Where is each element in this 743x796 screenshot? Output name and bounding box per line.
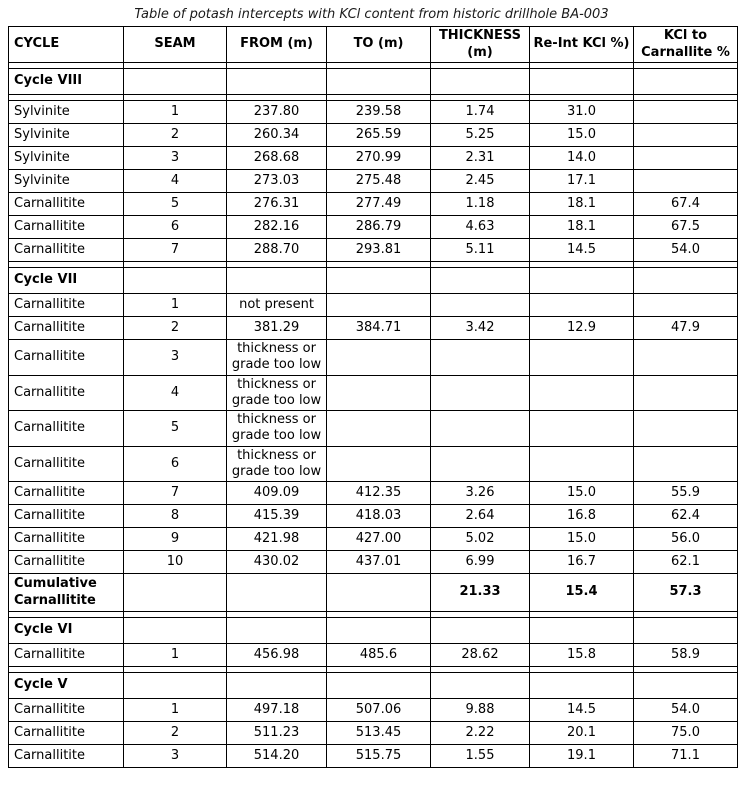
value-cell: 412.35	[327, 482, 431, 505]
value-cell: 8	[124, 505, 227, 528]
lithology-cell: Carnallitite	[9, 216, 124, 239]
value-cell	[634, 101, 738, 124]
empty-cell	[227, 673, 327, 699]
value-cell: thickness or grade too low	[227, 411, 327, 447]
value-cell: 513.45	[327, 722, 431, 745]
table-row	[9, 411, 738, 447]
value-cell	[327, 340, 431, 376]
col-header-thickness: THICKNESS (m)	[431, 27, 530, 63]
value-cell	[634, 340, 738, 376]
value-cell: 265.59	[327, 124, 431, 147]
cycle-section-label: Cycle V	[9, 673, 124, 699]
table-row	[9, 482, 738, 505]
value-cell: 2.31	[431, 147, 530, 170]
empty-cell	[227, 69, 327, 95]
value-cell: 14.5	[530, 239, 634, 262]
value-cell: 58.9	[634, 644, 738, 667]
value-cell: 1.74	[431, 101, 530, 124]
empty-cell	[227, 268, 327, 294]
value-cell: 286.79	[327, 216, 431, 239]
lithology-cell: Carnallitite	[9, 446, 124, 482]
value-cell: 6	[124, 446, 227, 482]
potash-intercepts-table	[8, 26, 738, 768]
empty-cell	[431, 618, 530, 644]
col-header-to: TO (m)	[327, 27, 431, 63]
value-cell: 427.00	[327, 528, 431, 551]
lithology-cell: Carnallitite	[9, 193, 124, 216]
col-header-kcl-carnallite: KCl to Carnallite %	[634, 27, 738, 63]
lithology-cell: Carnallitite	[9, 317, 124, 340]
value-cell: 10	[124, 551, 227, 574]
value-cell: 4.63	[431, 216, 530, 239]
value-cell: 511.23	[227, 722, 327, 745]
section-row	[9, 69, 738, 95]
value-cell: 7	[124, 239, 227, 262]
lithology-cell: Carnallitite	[9, 528, 124, 551]
value-cell: 1	[124, 294, 227, 317]
value-cell: 282.16	[227, 216, 327, 239]
table-header	[9, 27, 738, 63]
value-cell: 5.02	[431, 528, 530, 551]
lithology-cell: Carnallitite	[9, 239, 124, 262]
lithology-cell: Cumulative Carnallitite	[9, 574, 124, 612]
empty-cell	[530, 69, 634, 95]
table-row	[9, 124, 738, 147]
value-cell	[327, 375, 431, 411]
value-cell: 15.0	[530, 528, 634, 551]
value-cell: 268.68	[227, 147, 327, 170]
empty-cell	[124, 618, 227, 644]
value-cell: 9	[124, 528, 227, 551]
total-row	[9, 574, 738, 612]
empty-cell	[124, 69, 227, 95]
value-cell: 293.81	[327, 239, 431, 262]
empty-cell	[431, 673, 530, 699]
col-header-cycle: CYCLE	[9, 27, 124, 63]
page-title: Table of potash intercepts with KCl content from historic drillhole BA-003	[134, 7, 609, 22]
header-row	[9, 27, 738, 63]
lithology-cell: Carnallitite	[9, 482, 124, 505]
value-cell: 15.4	[530, 574, 634, 612]
value-cell	[327, 411, 431, 447]
empty-cell	[634, 268, 738, 294]
col-header-reint-kcl: Re-Int KCl %)	[530, 27, 634, 63]
value-cell: 1.55	[431, 745, 530, 768]
table-row	[9, 193, 738, 216]
value-cell: thickness or grade too low	[227, 375, 327, 411]
value-cell: not present	[227, 294, 327, 317]
table-row	[9, 528, 738, 551]
value-cell: 273.03	[227, 170, 327, 193]
value-cell	[634, 170, 738, 193]
table-row	[9, 317, 738, 340]
value-cell: 31.0	[530, 101, 634, 124]
value-cell: 57.3	[634, 574, 738, 612]
value-cell: 2.45	[431, 170, 530, 193]
value-cell: 16.7	[530, 551, 634, 574]
section-row	[9, 268, 738, 294]
value-cell: 7	[124, 482, 227, 505]
value-cell: thickness or grade too low	[227, 446, 327, 482]
value-cell: 2	[124, 722, 227, 745]
value-cell: 497.18	[227, 699, 327, 722]
empty-cell	[634, 673, 738, 699]
table-row	[9, 294, 738, 317]
value-cell: 6	[124, 216, 227, 239]
value-cell	[431, 411, 530, 447]
value-cell: 1	[124, 101, 227, 124]
empty-cell	[124, 673, 227, 699]
table-row	[9, 375, 738, 411]
empty-cell	[227, 618, 327, 644]
value-cell	[530, 446, 634, 482]
value-cell	[431, 375, 530, 411]
value-cell: 1	[124, 699, 227, 722]
value-cell: 12.9	[530, 317, 634, 340]
value-cell: 2.64	[431, 505, 530, 528]
value-cell	[431, 294, 530, 317]
value-cell: 67.4	[634, 193, 738, 216]
value-cell	[124, 574, 227, 612]
value-cell: 2	[124, 124, 227, 147]
value-cell	[634, 446, 738, 482]
value-cell: 54.0	[634, 239, 738, 262]
lithology-cell: Sylvinite	[9, 101, 124, 124]
value-cell	[327, 574, 431, 612]
value-cell: 19.1	[530, 745, 634, 768]
empty-cell	[431, 268, 530, 294]
value-cell: 237.80	[227, 101, 327, 124]
value-cell: 514.20	[227, 745, 327, 768]
value-cell	[227, 574, 327, 612]
table-row	[9, 446, 738, 482]
value-cell: 456.98	[227, 644, 327, 667]
value-cell: 276.31	[227, 193, 327, 216]
lithology-cell: Sylvinite	[9, 147, 124, 170]
value-cell: 56.0	[634, 528, 738, 551]
table-row	[9, 505, 738, 528]
value-cell	[530, 375, 634, 411]
empty-cell	[634, 618, 738, 644]
value-cell: 421.98	[227, 528, 327, 551]
value-cell	[327, 294, 431, 317]
value-cell: 16.8	[530, 505, 634, 528]
value-cell: 75.0	[634, 722, 738, 745]
value-cell: 507.06	[327, 699, 431, 722]
value-cell: 21.33	[431, 574, 530, 612]
value-cell: 15.0	[530, 482, 634, 505]
lithology-cell: Carnallitite	[9, 294, 124, 317]
value-cell: 14.0	[530, 147, 634, 170]
value-cell: 5.11	[431, 239, 530, 262]
value-cell	[530, 294, 634, 317]
table-body	[9, 63, 738, 768]
value-cell: 270.99	[327, 147, 431, 170]
empty-cell	[327, 69, 431, 95]
lithology-cell: Sylvinite	[9, 124, 124, 147]
empty-cell	[431, 69, 530, 95]
value-cell: 62.1	[634, 551, 738, 574]
empty-cell	[327, 268, 431, 294]
value-cell	[327, 446, 431, 482]
value-cell: 15.0	[530, 124, 634, 147]
table-row	[9, 170, 738, 193]
value-cell: 2	[124, 317, 227, 340]
value-cell	[431, 340, 530, 376]
lithology-cell: Carnallitite	[9, 375, 124, 411]
table-row	[9, 644, 738, 667]
value-cell: 239.58	[327, 101, 431, 124]
lithology-cell: Carnallitite	[9, 722, 124, 745]
value-cell	[634, 124, 738, 147]
value-cell	[634, 294, 738, 317]
cycle-section-label: Cycle VI	[9, 618, 124, 644]
value-cell: 20.1	[530, 722, 634, 745]
value-cell: 3.26	[431, 482, 530, 505]
table-row	[9, 699, 738, 722]
table-row	[9, 551, 738, 574]
value-cell: 384.71	[327, 317, 431, 340]
value-cell: 1.18	[431, 193, 530, 216]
value-cell: 18.1	[530, 216, 634, 239]
lithology-cell: Carnallitite	[9, 699, 124, 722]
col-header-from: FROM (m)	[227, 27, 327, 63]
value-cell: 5	[124, 193, 227, 216]
value-cell: 1	[124, 644, 227, 667]
empty-cell	[124, 268, 227, 294]
empty-cell	[530, 673, 634, 699]
empty-cell	[530, 618, 634, 644]
value-cell: 415.39	[227, 505, 327, 528]
value-cell: 409.09	[227, 482, 327, 505]
value-cell	[634, 411, 738, 447]
table-row	[9, 147, 738, 170]
value-cell: 485.6	[327, 644, 431, 667]
value-cell: 260.34	[227, 124, 327, 147]
lithology-cell: Carnallitite	[9, 340, 124, 376]
value-cell: 14.5	[530, 699, 634, 722]
cycle-section-label: Cycle VII	[9, 268, 124, 294]
table-row	[9, 216, 738, 239]
value-cell: 47.9	[634, 317, 738, 340]
empty-cell	[530, 268, 634, 294]
value-cell: 3.42	[431, 317, 530, 340]
lithology-cell: Carnallitite	[9, 411, 124, 447]
value-cell: 288.70	[227, 239, 327, 262]
value-cell: 381.29	[227, 317, 327, 340]
lithology-cell: Carnallitite	[9, 644, 124, 667]
value-cell: 71.1	[634, 745, 738, 768]
value-cell: thickness or grade too low	[227, 340, 327, 376]
value-cell: 17.1	[530, 170, 634, 193]
section-row	[9, 618, 738, 644]
value-cell: 4	[124, 375, 227, 411]
lithology-cell: Sylvinite	[9, 170, 124, 193]
value-cell: 5.25	[431, 124, 530, 147]
empty-cell	[327, 673, 431, 699]
value-cell: 28.62	[431, 644, 530, 667]
value-cell: 3	[124, 147, 227, 170]
cycle-section-label: Cycle VIII	[9, 69, 124, 95]
empty-cell	[327, 618, 431, 644]
table-row	[9, 722, 738, 745]
value-cell: 437.01	[327, 551, 431, 574]
value-cell: 62.4	[634, 505, 738, 528]
value-cell: 430.02	[227, 551, 327, 574]
table-row	[9, 340, 738, 376]
value-cell	[530, 411, 634, 447]
lithology-cell: Carnallitite	[9, 505, 124, 528]
section-row	[9, 673, 738, 699]
col-header-seam: SEAM	[124, 27, 227, 63]
lithology-cell: Carnallitite	[9, 745, 124, 768]
value-cell: 2.22	[431, 722, 530, 745]
empty-cell	[634, 69, 738, 95]
table-row	[9, 239, 738, 262]
lithology-cell: Carnallitite	[9, 551, 124, 574]
value-cell: 515.75	[327, 745, 431, 768]
value-cell: 6.99	[431, 551, 530, 574]
value-cell: 9.88	[431, 699, 530, 722]
value-cell	[634, 147, 738, 170]
value-cell: 54.0	[634, 699, 738, 722]
value-cell: 3	[124, 745, 227, 768]
value-cell: 418.03	[327, 505, 431, 528]
table-row	[9, 101, 738, 124]
value-cell: 5	[124, 411, 227, 447]
value-cell: 275.48	[327, 170, 431, 193]
value-cell: 15.8	[530, 644, 634, 667]
value-cell	[431, 446, 530, 482]
value-cell: 18.1	[530, 193, 634, 216]
value-cell: 55.9	[634, 482, 738, 505]
table-row	[9, 745, 738, 768]
value-cell	[530, 340, 634, 376]
value-cell: 3	[124, 340, 227, 376]
value-cell: 4	[124, 170, 227, 193]
value-cell: 67.5	[634, 216, 738, 239]
value-cell	[634, 375, 738, 411]
value-cell: 277.49	[327, 193, 431, 216]
